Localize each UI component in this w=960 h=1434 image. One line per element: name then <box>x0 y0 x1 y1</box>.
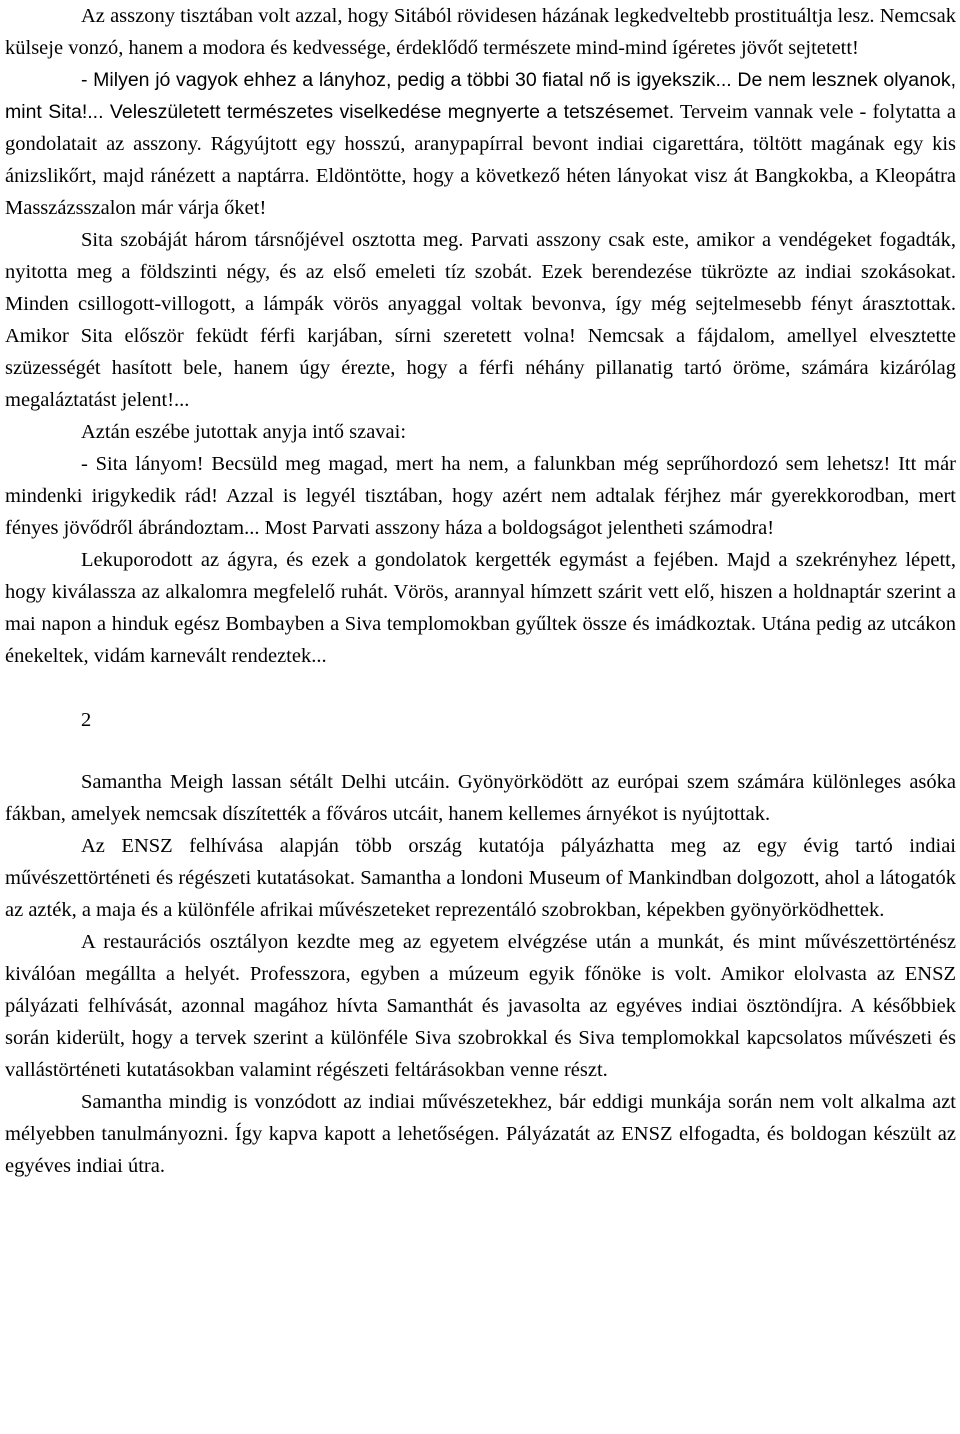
paragraph: Samantha Meigh lassan sétált Delhi utcáin. Gyönyörködött az európai szem számára különleges asóka fákban, amelyek nemcsak díszítették a főváros utcáit, hanem kellemes árnyékot is nyújtottak. <box>5 771 956 825</box>
blank-line <box>5 736 956 766</box>
paragraph: Samantha mindig is vonzódott az indiai művészetekhez, bár eddigi munkája során nem volt alkalma azt mélyebben tanulmányozni. Így kapva kapott a lehetőségen. Pályázatát az ENSZ elfogadta, és boldogan készült az egyéves indiai útra. <box>5 1091 956 1177</box>
paragraph: Az asszony tisztában volt azzal, hogy Sitából rövidesen házának legkedveltebb prostituáltja lesz. Nemcsak külseje vonzó, hanem a modora és kedvessége, érdeklődő természete mind-mind ígéretes jövőt sejtetett! <box>5 5 956 59</box>
paragraph-dialogue: - Sita lányom! Becsüld meg magad, mert ha nem, a falunkban még seprűhordozó sem lehetsz! Itt már mindenki irigykedik rád! Azzal is legyél tisztában, hogy azért nem adtalak férjhez már gyerekkorodban, mert fényes jövődről ábrándoztam... Most Parvati asszony háza a boldogságot jelentheti számodra! <box>5 453 956 539</box>
narration-text: Terveim vannak vele - folytatta a gondolatait az asszony. Rágyújtott egy hosszú, aranypapírral bevont indiai cigarettára, töltött magának egy kis ánizslikőrt, majd ránézett a naptárra. Eldöntötte, hogy a következő héten lányokat visz át Bangkokba, a Kleopátra Masszázsszalon már várja őket! <box>5 101 956 219</box>
paragraph: Az ENSZ felhívása alapján több ország kutatója pályázhatta meg az egy évig tartó indiai művészettörténeti és régészeti kutatásokat. Samantha a londoni Museum of Mankindban dolgozott, ahol a látogatók az azték, a maja és a különféle afrikai művészeteket reprezentáló szobrokban, képekben gyönyörködhettek. <box>5 835 956 921</box>
paragraph: Lekuporodott az ágyra, és ezek a gondolatok kergették egymást a fejében. Majd a szekrényhez lépett, hogy kiválassza az alkalomra megfelelő ruhát. Vörös, arannyal hímzett szárit vett elő, hiszen a holdnaptár szerint a mai napon a hinduk egész Bombayben a Siva templomokban gyűltek össze és imádkoztak. Utána pedig az utcákon énekeltek, vidám karnevált rendeztek... <box>5 549 956 667</box>
paragraph: Aztán eszébe jutottak anyja intő szavai: <box>81 421 407 443</box>
dialogue-text: - Milyen jó vagyok ehhez a lányhoz, pedig a többi 30 fiatal nő is igyekszik... De nem lesznek olyanok, mint Sita!... Veleszületett természetes viselkedése megnyerte a tetszésemet. <box>5 69 956 123</box>
paragraph: A restaurációs osztályon kezdte meg az egyetem elvégzése után a munkát, és mint művészettörténész kiválóan megállta a helyét. Professzora, egyben a múzeum egyik főnöke is volt. Amikor elolvasta az ENSZ pályázati felhívását, azonnal magához hívta Samanthát és javasolta az egyéves indiai ösztöndíjra. A későbbiek során kiderült, hogy a tervek szerint a különféle Siva szobrokkal és Siva templomokkal kapcsolatos művészeti és vallástörténeti kutatásokban valamint régészeti feltárásokban venne részt. <box>5 931 956 1081</box>
paragraph: Sita szobáját három társnőjével osztotta meg. Parvati asszony csak este, amikor a vendégeket fogadták, nyitotta meg a földszinti négy, és az első emeleti tíz szobát. Ezek berendezése tükrözte az indiai szokásokat. Minden csillogott-villogott, a lámpák vörös anyaggal voltak bevonva, így még sejtelmesebb fényt árasztottak. Amikor Sita először feküdt férfi karjában, sírni szeretett volna! Nemcsak a fájdalom, amellyel elvesztette szüzességét hasított bele, hanem úgy érezte, hogy a férfi néhány pillanatig tartó öröme, számára kizárólag megaláztatást jelent!... <box>5 229 956 411</box>
chapter-number: 2 <box>81 709 92 731</box>
blank-line <box>5 672 956 704</box>
paragraph-dialogue <box>5 64 956 224</box>
